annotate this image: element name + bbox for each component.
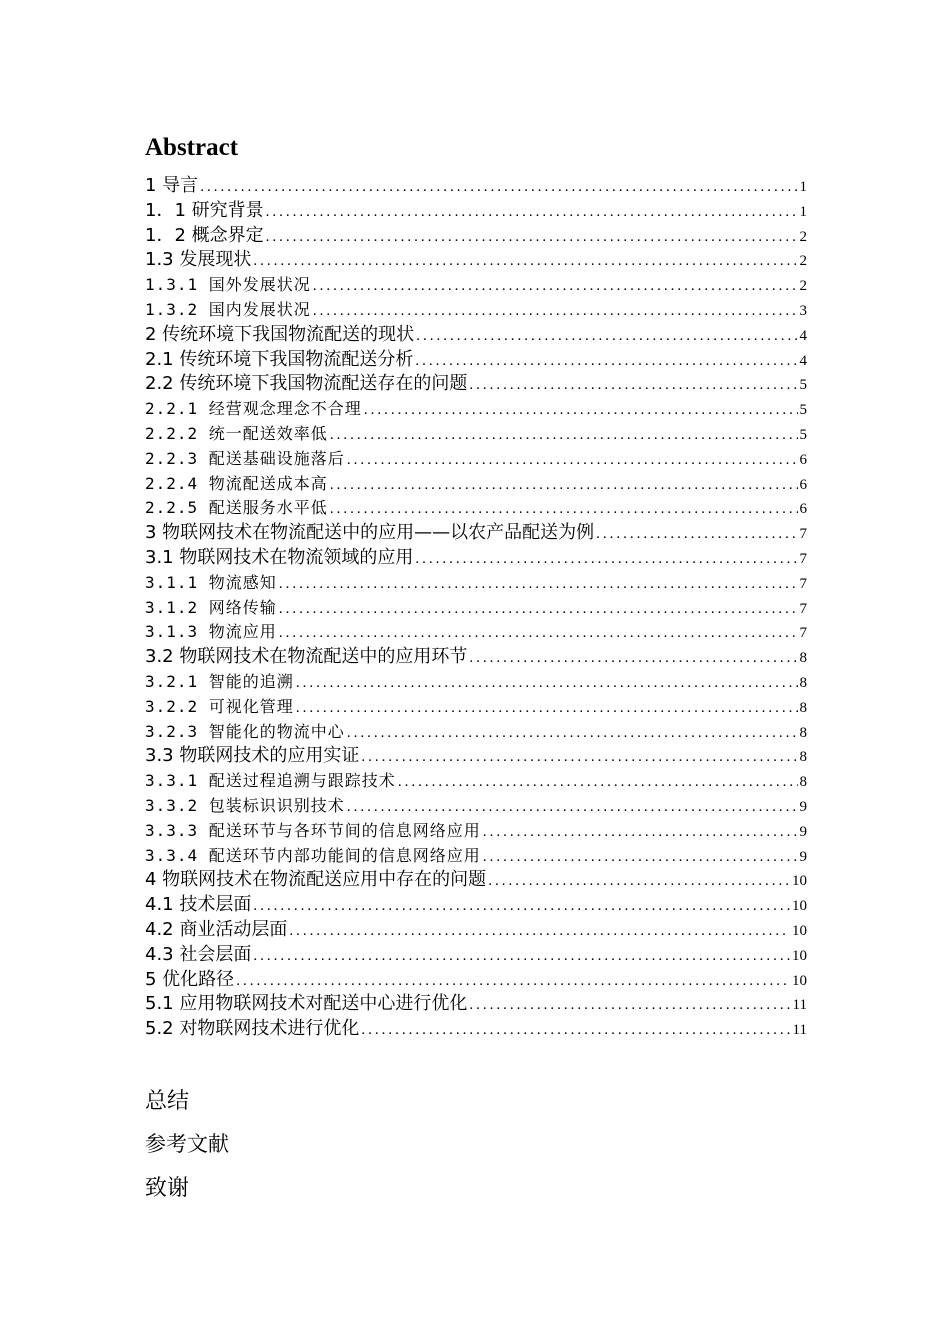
toc-entry (145, 323, 807, 348)
toc-entry-title: 1.3.1 国外发展状况 (145, 275, 311, 295)
toc-entry-title: 2.2.5 配送服务水平低 (145, 498, 328, 518)
toc-entry-title: 3.1.2 网络传输 (145, 597, 277, 617)
toc-leader-dots (469, 646, 797, 670)
toc-entry-title: 4.2 商业活动层面 (145, 918, 288, 940)
toc-entry (145, 372, 807, 397)
toc-entry (145, 1017, 807, 1042)
toc-entry-title: 3 物联网技术在物流配送中的应用——以农产品配送为例 (145, 522, 595, 544)
toc-entry-page-number: 3 (799, 302, 807, 319)
toc-entry-title: 3.3.3 配送环节与各环节间的信息网络应用 (145, 820, 481, 840)
toc-leader-dots (330, 473, 798, 497)
toc-entry-page-number: 1 (799, 203, 807, 220)
toc-entry (145, 968, 807, 993)
toc-entry (145, 422, 807, 447)
toc-leader-dots (279, 572, 798, 596)
toc-entry (145, 943, 807, 968)
toc-entry (145, 645, 807, 670)
toc-entry (145, 596, 807, 621)
toc-entry (145, 397, 807, 422)
toc-entry-title: 3.1.3 物流应用 (145, 622, 277, 642)
toc-leader-dots (330, 423, 798, 447)
toc-leader-dots (236, 969, 790, 993)
toc-entry-title: 2 传统环境下我国物流配送的现状 (145, 323, 415, 345)
toc-entry-page-number: 7 (799, 526, 807, 543)
toc-entry (145, 720, 807, 745)
toc-entry (145, 794, 807, 819)
toc-entry (145, 199, 807, 224)
toc-entry (145, 992, 807, 1017)
toc-entry-page-number: 5 (799, 377, 807, 394)
toc-entry-title: 2.2.3 配送基础设施落后 (145, 448, 345, 468)
toc-entry (145, 348, 807, 373)
toc-leader-dots (416, 324, 797, 348)
abstract-heading: Abstract (145, 134, 239, 161)
toc-entry-title: 3.3.4 配送环节内部功能间的信息网络应用 (145, 845, 481, 865)
toc-entry (145, 769, 807, 794)
toc-leader-dots (347, 795, 798, 819)
toc-entry-page-number: 2 (799, 253, 807, 270)
toc-leader-dots (313, 299, 798, 323)
toc-entry-title: 4.3 社会层面 (145, 943, 252, 965)
toc-entry-page-number: 7 (799, 600, 807, 617)
toc-entry (145, 248, 807, 273)
toc-entry-page-number: 8 (799, 650, 807, 667)
toc-entry-page-number: 2 (799, 228, 807, 245)
toc-entry-page-number: 10 (792, 898, 807, 915)
toc-leader-dots (289, 919, 790, 943)
toc-leader-dots (296, 696, 798, 720)
toc-leader-dots (253, 944, 790, 968)
toc-leader-dots (330, 497, 798, 521)
toc-leader-dots (253, 894, 790, 918)
toc-entry-page-number: 8 (799, 674, 807, 691)
toc-entry-page-number: 6 (799, 476, 807, 493)
toc-leader-dots (483, 820, 798, 844)
toc-entry-page-number: 8 (799, 749, 807, 766)
toc-entry-page-number: 8 (799, 699, 807, 716)
toc-entry-page-number: 4 (799, 352, 807, 369)
toc-entry (145, 546, 807, 571)
toc-entry-page-number: 8 (799, 724, 807, 741)
toc-entry (145, 174, 807, 199)
toc-entry-title: 2.2.1 经营观念理念不合理 (145, 399, 362, 419)
toc-entry-page-number: 2 (799, 278, 807, 295)
toc-leader-dots (347, 448, 798, 472)
toc-entry-page-number: 5 (799, 426, 807, 443)
toc-leader-dots (364, 398, 798, 422)
toc-entry (145, 893, 807, 918)
toc-entry-page-number: 4 (799, 327, 807, 344)
toc-entry-title: 3.2.3 智能化的物流中心 (145, 721, 345, 741)
toc-leader-dots (469, 993, 790, 1017)
toc-leader-dots (347, 721, 798, 745)
acknowledgements-heading: 致谢 (145, 1176, 190, 1201)
toc-entry-title: 2.2 传统环境下我国物流配送存在的问题 (145, 373, 468, 395)
toc-entry-page-number: 6 (799, 451, 807, 468)
toc-entry-page-number: 5 (799, 402, 807, 419)
toc-entry (145, 496, 807, 521)
references-heading: 参考文献 (145, 1132, 229, 1156)
toc-entry (145, 273, 807, 298)
toc-entry-page-number: 11 (792, 997, 807, 1014)
toc-entry-page-number: 10 (792, 922, 807, 939)
toc-entry-title: 2.2.4 物流配送成本高 (145, 473, 328, 493)
toc-leader-dots (483, 845, 798, 869)
toc-entry-title: 3.2 物联网技术在物流配送中的应用环节 (145, 646, 468, 668)
toc-leader-dots (266, 200, 798, 224)
toc-leader-dots (313, 274, 798, 298)
toc-entry-page-number: 9 (799, 823, 807, 840)
toc-entry-page-number: 11 (792, 1022, 807, 1039)
summary-heading: 总结 (145, 1089, 190, 1114)
toc-entry (145, 447, 807, 472)
toc-entry-page-number: 9 (799, 848, 807, 865)
toc-entry-page-number: 6 (799, 501, 807, 518)
toc-entry (145, 298, 807, 323)
toc-entry (145, 819, 807, 844)
toc-entry (145, 571, 807, 596)
toc-leader-dots (469, 373, 797, 397)
toc-entry-page-number: 10 (792, 972, 807, 989)
toc-entry (145, 521, 807, 546)
table-of-contents (145, 174, 807, 1042)
toc-leader-dots (415, 547, 797, 571)
toc-entry-title: 1．1 研究背景 (145, 199, 264, 221)
toc-leader-dots (361, 745, 797, 769)
toc-entry-title: 3.3 物联网技术的应用实证 (145, 745, 360, 767)
toc-leader-dots (296, 671, 798, 695)
toc-entry-title: 3.3.2 包装标识识别技术 (145, 795, 345, 815)
toc-entry-page-number: 1 (799, 179, 807, 195)
toc-entry (145, 224, 807, 249)
toc-entry (145, 744, 807, 769)
toc-entry-page-number: 8 (799, 774, 807, 791)
toc-leader-dots (253, 249, 797, 273)
toc-entry-title: 3.2.2 可视化管理 (145, 696, 294, 716)
toc-entry (145, 868, 807, 893)
toc-leader-dots (279, 597, 798, 621)
toc-entry (145, 472, 807, 497)
toc-entry-page-number: 7 (799, 625, 807, 642)
toc-entry-title: 5.1 应用物联网技术对配送中心进行优化 (145, 993, 468, 1015)
toc-entry-title: 4 物联网技术在物流配送应用中存在的问题 (145, 869, 487, 891)
toc-entry-title: 2.2.2 统一配送效率低 (145, 423, 328, 443)
toc-entry-page-number: 10 (792, 873, 807, 890)
toc-leader-dots (266, 225, 798, 249)
toc-entry-title: 2.1 传统环境下我国物流配送分析 (145, 348, 414, 370)
toc-entry (145, 620, 807, 645)
toc-entry-title: 1 导言 (145, 175, 199, 196)
toc-entry-title: 5 优化路径 (145, 968, 235, 990)
toc-leader-dots (200, 175, 797, 199)
toc-leader-dots (415, 349, 797, 373)
toc-entry (145, 918, 807, 943)
toc-leader-dots (488, 869, 790, 893)
toc-entry-title: 5.2 对物联网技术进行优化 (145, 1018, 360, 1040)
toc-entry-title: 1.3 发展现状 (145, 249, 252, 271)
toc-entry-page-number: 10 (792, 947, 807, 964)
toc-entry (145, 844, 807, 869)
toc-entry-page-number: 7 (799, 575, 807, 592)
toc-entry-page-number: 9 (799, 798, 807, 815)
toc-leader-dots (279, 621, 798, 645)
toc-entry-title: 4.1 技术层面 (145, 894, 252, 916)
toc-entry-title: 1．2 概念界定 (145, 224, 264, 246)
toc-entry-title: 3.1.1 物流感知 (145, 572, 277, 592)
toc-entry (145, 670, 807, 695)
toc-entry-page-number: 7 (799, 550, 807, 567)
toc-entry-title: 3.3.1 配送过程追溯与跟踪技术 (145, 771, 396, 791)
toc-leader-dots (361, 1018, 790, 1042)
toc-entry-title: 3.1 物联网技术在物流领域的应用 (145, 546, 414, 568)
toc-entry-title: 1.3.2 国内发展状况 (145, 299, 311, 319)
toc-entry-title: 3.2.1 智能的追溯 (145, 671, 294, 691)
toc-entry (145, 695, 807, 720)
toc-leader-dots (596, 522, 797, 546)
toc-leader-dots (398, 770, 798, 794)
